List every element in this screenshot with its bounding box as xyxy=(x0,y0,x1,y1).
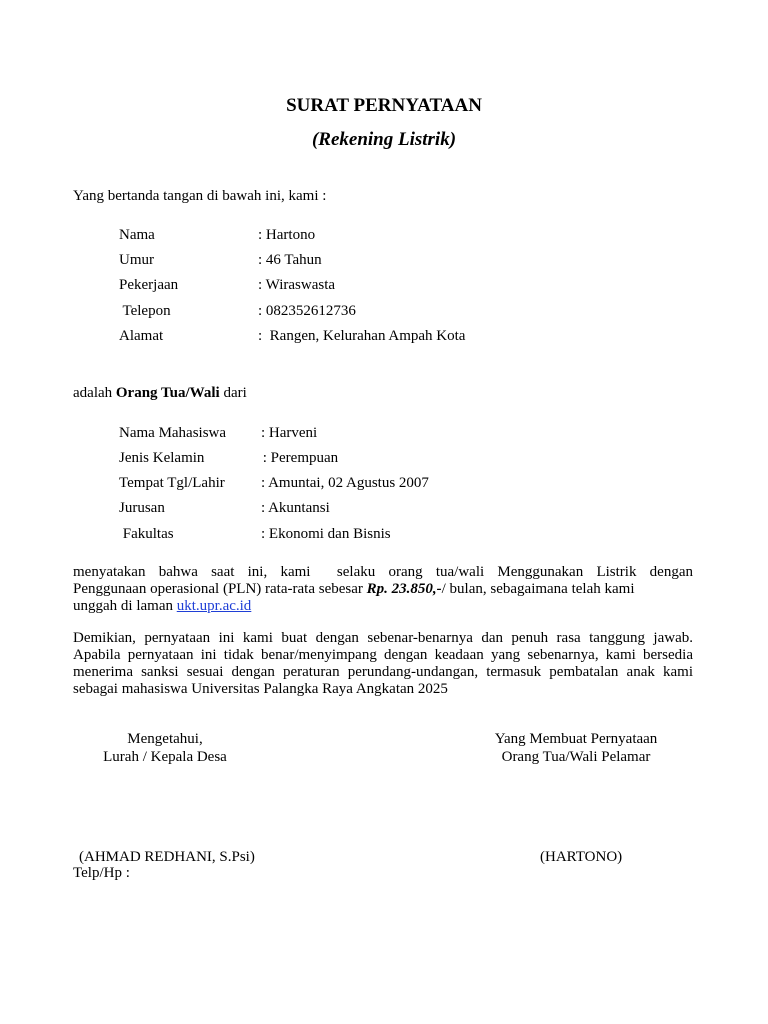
relation-bold: Orang Tua/Wali xyxy=(115,385,220,401)
closing-line-3: menerima sanksi sesuai dengan peraturan perundang-undangan, termasuk pembatalan anak kami xyxy=(73,664,693,680)
field-value-nama-mahasiswa: : Harveni xyxy=(261,425,318,441)
field-label-nama: Nama xyxy=(119,227,155,243)
relation-prefix: adalah xyxy=(73,385,116,401)
field-label-alamat: Alamat xyxy=(119,328,164,344)
closing-line-1: Demikian, pernyataan ini kami buat dengan sebenar-benarnya dan penuh rasa tanggung jawab. xyxy=(73,630,693,646)
left-signatory-name: (AHMAD REDHANI, S.Psi) xyxy=(79,849,255,865)
statement-paragraph xyxy=(73,564,693,615)
field-label-umur: Umur xyxy=(119,252,154,268)
statement-amount: Rp. 23.850,- xyxy=(366,581,442,597)
ukt-link[interactable]: ukt.upr.ac.id xyxy=(176,598,252,614)
field-value-nama: : Hartono xyxy=(258,227,316,243)
field-label-jenis-kelamin: Jenis Kelamin xyxy=(119,450,205,466)
field-value-fakultas: : Ekonomi dan Bisnis xyxy=(261,526,391,542)
field-label-jurusan: Jurusan xyxy=(119,500,165,516)
field-value-umur: : 46 Tahun xyxy=(258,252,322,268)
statement-line-2-after: / bulan, sebagaimana telah kami xyxy=(441,581,635,597)
field-label-telepon: Telepon xyxy=(119,303,171,319)
field-label-tempat-tgl-lahir: Tempat Tgl/Lahir xyxy=(119,475,225,491)
relation-suffix: dari xyxy=(219,385,247,401)
statement-line-3 xyxy=(73,598,693,615)
field-value-jurusan: : Akuntansi xyxy=(261,500,330,516)
relation-line xyxy=(73,384,247,402)
left-signature-line-2: Lurah / Kepala Desa xyxy=(103,749,227,765)
field-value-alamat: : Rangen, Kelurahan Ampah Kota xyxy=(258,328,466,344)
field-value-jenis-kelamin: : Perempuan xyxy=(259,450,339,466)
document-title: SURAT PERNYATAAN xyxy=(286,95,482,116)
closing-line-4: sebagai mahasiswa Universitas Palangka Raya Angkatan 2025 xyxy=(73,681,448,697)
document-subtitle: (Rekening Listrik) xyxy=(311,129,457,150)
closing-paragraph xyxy=(73,630,693,698)
statement-line-2 xyxy=(73,581,693,598)
field-label-pekerjaan: Pekerjaan xyxy=(119,277,179,293)
left-signatory-contact: Telp/Hp : xyxy=(73,865,130,881)
field-value-telepon: : 082352612736 xyxy=(258,303,356,319)
right-signatory-name: (HARTONO) xyxy=(540,849,623,865)
right-signature-header xyxy=(476,730,676,766)
field-label-nama-mahasiswa: Nama Mahasiswa xyxy=(119,425,227,441)
left-signature-line-1: Mengetahui, xyxy=(127,731,203,747)
statement-line-2-before: Penggunaan operasional (PLN) rata-rata sebesar xyxy=(73,581,367,597)
right-signature-line-1: Yang Membuat Pernyataan xyxy=(494,731,658,747)
statement-line-3-before: unggah di laman xyxy=(73,598,177,614)
field-value-pekerjaan: : Wiraswasta xyxy=(258,277,336,293)
closing-line-2: Apabila pernyataan ini tidak benar/menyimpang dengan keadaan yang sebenarnya, kami bersedia xyxy=(73,647,693,663)
left-signature-header xyxy=(80,730,250,766)
right-signature-line-2: Orang Tua/Wali Pelamar xyxy=(501,749,651,765)
intro-text: Yang bertanda tangan di bawah ini, kami : xyxy=(73,188,327,204)
field-label-fakultas: Fakultas xyxy=(119,526,174,542)
statement-line-1: menyatakan bahwa saat ini, kami selaku orang tua/wali Menggunakan Listrik dengan xyxy=(73,564,693,580)
field-value-tempat-tgl-lahir: : Amuntai, 02 Agustus 2007 xyxy=(261,475,429,491)
